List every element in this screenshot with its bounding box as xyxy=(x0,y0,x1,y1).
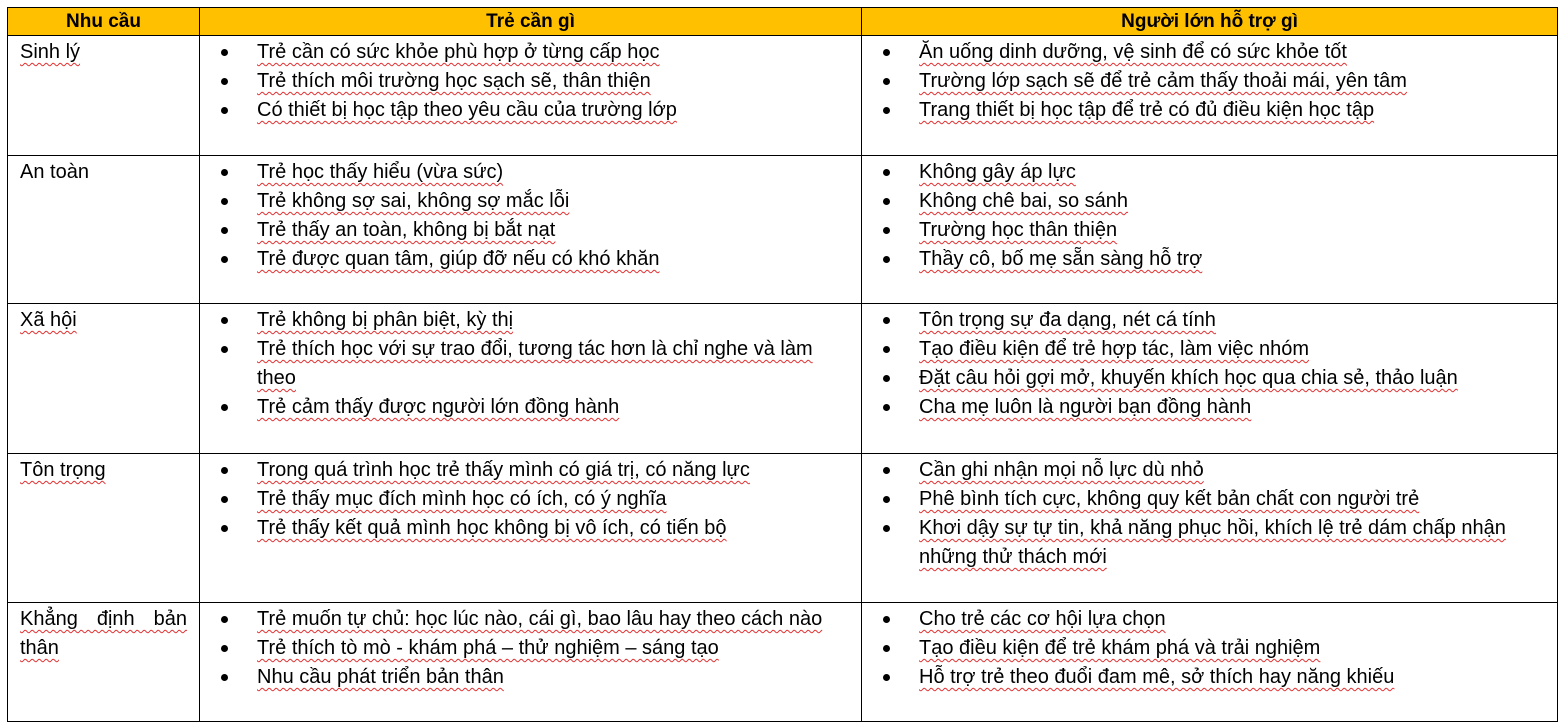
list-item-text: Cần ghi nhận mọi nỗ lực dù nhỏ xyxy=(919,459,1204,481)
list-item xyxy=(200,158,853,187)
need-cell[interactable] xyxy=(8,304,200,454)
list-item xyxy=(200,216,853,245)
list-item xyxy=(862,158,1549,187)
list-item xyxy=(200,96,853,125)
list-item-text: Trẻ thấy mục đích mình học có ích, có ý nghĩa xyxy=(257,488,667,510)
list-item xyxy=(862,335,1549,364)
list-item xyxy=(200,634,853,663)
list-item-text: Trường học thân thiện xyxy=(919,219,1118,241)
adult-support-cell[interactable] xyxy=(862,304,1558,454)
list-item-text: Hỗ trợ trẻ theo đuổi đam mê, sở thích hay năng khiếu xyxy=(919,666,1395,688)
need-cell[interactable] xyxy=(8,156,200,304)
list-item xyxy=(862,38,1549,67)
list-item xyxy=(200,38,853,67)
header-need: Nhu cầu xyxy=(8,8,200,36)
list-item xyxy=(200,187,853,216)
list-item xyxy=(862,393,1549,422)
header-adult: Người lớn hỗ trợ gì xyxy=(862,8,1558,36)
need-label: Sinh lý xyxy=(20,41,81,63)
list-item xyxy=(200,663,853,692)
list-item xyxy=(200,485,853,514)
list-item-text: Cho trẻ các cơ hội lựa chọn xyxy=(919,608,1166,630)
table-row xyxy=(8,304,1558,454)
adult-support-cell[interactable] xyxy=(862,454,1558,603)
list-item-text: Thầy cô, bố mẹ sẵn sàng hỗ trợ xyxy=(919,248,1203,270)
list-item xyxy=(200,67,853,96)
list-item-text: Tạo điều kiện để trẻ khám phá và trải nghiệm xyxy=(919,637,1321,659)
list-item-text: Trẻ không sợ sai, không sợ mắc lỗi xyxy=(257,190,570,212)
list-item-text: Trẻ không bị phân biệt, kỳ thị xyxy=(257,309,514,331)
list-item-text: Phê bình tích cực, không quy kết bản chất con người trẻ xyxy=(919,488,1420,510)
list-item-text: Trẻ học thấy hiểu (vừa sức) xyxy=(257,161,504,183)
list-item xyxy=(862,67,1549,96)
header-row xyxy=(8,8,1558,36)
list-item-text: Trẻ thích môi trường học sạch sẽ, thân thiện xyxy=(257,70,651,92)
list-item xyxy=(200,245,853,274)
list-item xyxy=(862,663,1549,692)
adult-support-cell[interactable] xyxy=(862,603,1558,722)
list-item xyxy=(862,514,1549,572)
list-item xyxy=(862,306,1549,335)
list-item xyxy=(862,605,1549,634)
list-item xyxy=(200,514,853,543)
child-needs-list xyxy=(200,36,861,125)
list-item-text: Trẻ thích học với sự trao đổi, tương tác hơn là chỉ nghe và làm theo xyxy=(257,338,813,389)
list-item-text: Trang thiết bị học tập để trẻ có đủ điều kiện học tập xyxy=(919,99,1375,121)
list-item xyxy=(200,306,853,335)
need-label: Xã hội xyxy=(20,309,77,331)
adult-support-cell[interactable] xyxy=(862,36,1558,156)
table-row xyxy=(8,156,1558,304)
need-cell[interactable] xyxy=(8,36,200,156)
list-item-text: Trẻ thích tò mò - khám phá – thử nghiệm – sáng tạo xyxy=(257,637,719,659)
need-cell[interactable] xyxy=(8,603,200,722)
list-item xyxy=(862,96,1549,125)
child-needs-cell[interactable] xyxy=(200,156,862,304)
child-needs-cell[interactable] xyxy=(200,304,862,454)
list-item-text: Tạo điều kiện để trẻ hợp tác, làm việc nhóm xyxy=(919,338,1309,360)
child-needs-cell[interactable] xyxy=(200,454,862,603)
adult-support-cell[interactable] xyxy=(862,156,1558,304)
child-needs-cell[interactable] xyxy=(200,603,862,722)
need-label: An toàn xyxy=(20,161,89,183)
need-cell[interactable] xyxy=(8,454,200,603)
list-item xyxy=(200,456,853,485)
list-item xyxy=(200,393,853,422)
list-item-text: Trẻ cảm thấy được người lớn đồng hành xyxy=(257,396,620,418)
list-item-text: Trẻ cần có sức khỏe phù hợp ở từng cấp học xyxy=(257,41,660,63)
list-item-text: Trẻ thấy an toàn, không bị bắt nạt xyxy=(257,219,556,241)
child-needs-list xyxy=(200,454,861,543)
list-item-text: Nhu cầu phát triển bản thân xyxy=(257,666,504,688)
list-item xyxy=(862,485,1549,514)
list-item xyxy=(862,245,1549,274)
list-item xyxy=(200,335,853,393)
list-item xyxy=(200,605,853,634)
list-item-text: Trẻ muốn tự chủ: học lúc nào, cái gì, bao lâu hay theo cách nào xyxy=(257,608,823,630)
list-item-text: Có thiết bị học tập theo yêu cầu của trường lớp xyxy=(257,99,677,121)
list-item-text: Trẻ được quan tâm, giúp đỡ nếu có khó khăn xyxy=(257,248,660,270)
list-item xyxy=(862,364,1549,393)
child-needs-list xyxy=(200,304,861,422)
child-needs-cell[interactable] xyxy=(200,36,862,156)
list-item-text: Không gây áp lực xyxy=(919,161,1076,183)
header-child: Trẻ cần gì xyxy=(200,8,862,36)
adult-support-list xyxy=(862,304,1557,422)
list-item-text: Tôn trọng sự đa dạng, nét cá tính xyxy=(919,309,1216,331)
needs-table xyxy=(7,7,1558,722)
child-needs-list xyxy=(200,156,861,274)
table-row xyxy=(8,454,1558,603)
child-needs-list xyxy=(200,603,861,692)
list-item xyxy=(862,634,1549,663)
list-item-text: Trường lớp sạch sẽ để trẻ cảm thấy thoải mái, yên tâm xyxy=(919,70,1407,92)
list-item xyxy=(862,187,1549,216)
list-item xyxy=(862,216,1549,245)
list-item-text: Không chê bai, so sánh xyxy=(919,190,1129,212)
need-label: Khẳng định bản thân xyxy=(20,608,187,659)
list-item-text: Trong quá trình học trẻ thấy mình có giá trị, có năng lực xyxy=(257,459,750,481)
adult-support-list xyxy=(862,156,1557,274)
table-row xyxy=(8,36,1558,156)
need-label: Tôn trọng xyxy=(20,459,106,481)
list-item-text: Khơi dậy sự tự tin, khả năng phục hồi, khích lệ trẻ dám chấp nhận những thử thách mới xyxy=(919,517,1506,568)
adult-support-list xyxy=(862,36,1557,125)
list-item-text: Đặt câu hỏi gợi mở, khuyến khích học qua chia sẻ, thảo luận xyxy=(919,367,1458,389)
adult-support-list xyxy=(862,603,1557,692)
list-item-text: Cha mẹ luôn là người bạn đồng hành xyxy=(919,396,1252,418)
list-item-text: Ăn uống dinh dưỡng, vệ sinh để có sức khỏe tốt xyxy=(919,41,1347,63)
table-row xyxy=(8,603,1558,722)
adult-support-list xyxy=(862,454,1557,572)
list-item xyxy=(862,456,1549,485)
list-item-text: Trẻ thấy kết quả mình học không bị vô ích, có tiến bộ xyxy=(257,517,727,539)
